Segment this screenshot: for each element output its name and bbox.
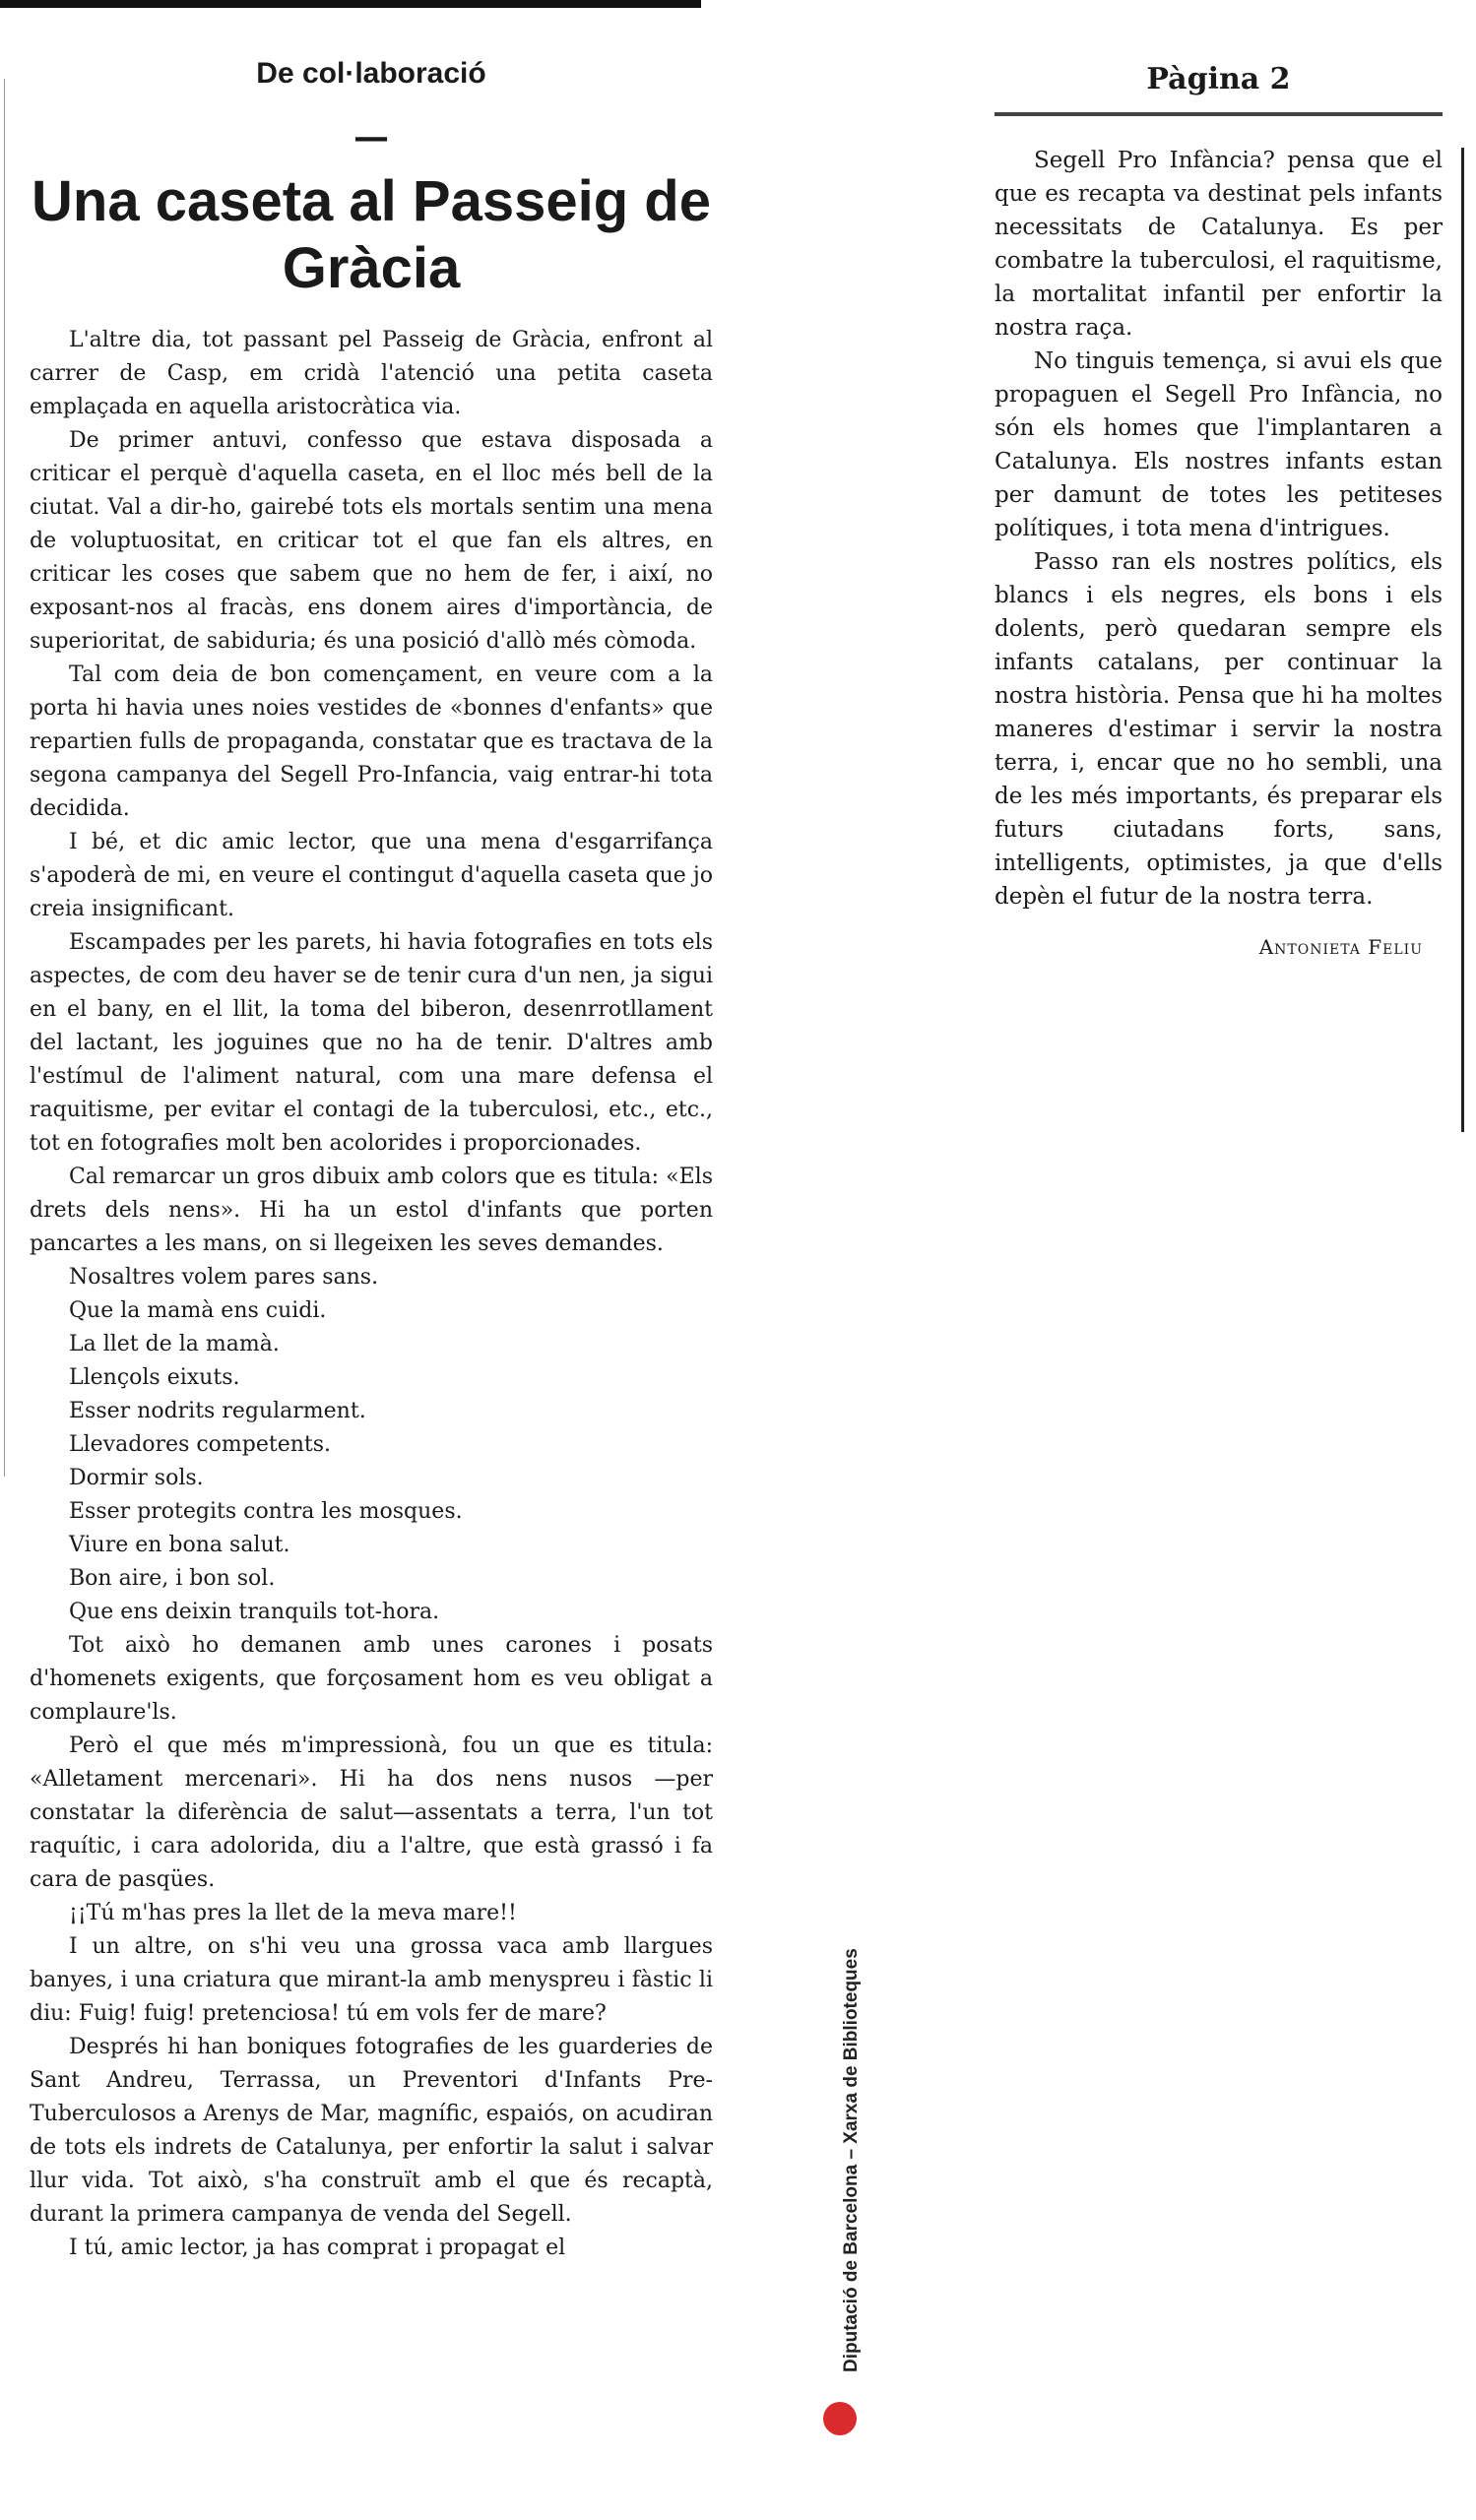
demand-item: La llet de la mamà. bbox=[69, 1332, 280, 1356]
watermark-text: Diputació de Barcelona – Xarxa de Biblioteques bbox=[841, 1948, 862, 2372]
top-border-rule bbox=[0, 0, 701, 8]
paragraph: Tot això ho demanen amb unes carones i posats d'homenets exigents, que forçosament hom es veu obligat a complaure'ls. bbox=[30, 1633, 713, 1725]
paragraph: Passo ran els nostres polítics, els blancs i els negres, els bons i els dolents, però quedaran sempre els infants catalans, per continuar la nostra història. Pensa que hi ha moltes maneres d'estimar i servir la nostra terra, i, encar que no ho sembli, una de les més importants, és preparar els futurs ciutadans forts, sans, intelligents, optimistes, ja que d'ells depèn el futur de la nostra terra. bbox=[995, 549, 1443, 910]
demand-item: Esser nodrits regularment. bbox=[69, 1399, 366, 1423]
demand-item: Que la mamà ens cuidi. bbox=[69, 1298, 327, 1323]
demand-item: Bon aire, i bon sol. bbox=[69, 1566, 276, 1591]
demand-item: Llevadores competents. bbox=[69, 1432, 332, 1457]
paragraph: Segell Pro Infància? pensa que el que es recapta va destinat pels infants necessitats de Catalunya. Es per combatre la tuberculosi, el raquitisme, la mortalitat infantil per enfortir la nostra raça. bbox=[995, 148, 1443, 341]
demand-item: Viure en bona salut. bbox=[69, 1533, 290, 1557]
demand-item: Nosaltres volem pares sans. bbox=[69, 1265, 379, 1290]
paragraph: I bé, et dic amic lector, que una mena d'esgarrifança s'apoderà de mi, en veure el contingut d'aquella caseta que jo creia insignificant. bbox=[30, 830, 713, 921]
title-dash: — bbox=[353, 116, 389, 158]
demand-item: Llençols eixuts. bbox=[69, 1365, 240, 1390]
right-column-rule bbox=[1461, 148, 1464, 1132]
exclamation-line: ¡¡Tú m'has pres la llet de la meva mare!! bbox=[69, 1901, 517, 1925]
continuation-column bbox=[995, 61, 1443, 959]
paragraph: Escampades per les parets, hi havia fotografies en tots els aspectes, de com deu haver se de tenir cura d'un nen, ja sigui en el bany, en el llit, la toma del biberon, desenrrotllament del lactant, les joguines que no ha de tenir. D'altres amb l'estímul de l'aliment natural, com una mare defensa el raquitisme, per evitar el contagi de la tuberculosi, etc., etc., tot en fotografies molt ben acolorides i proporcionades. bbox=[30, 930, 713, 1156]
paragraph: Però el que més m'impressionà, fou un que es titula: «Alletament mercenari». Hi ha dos nens nusos —per constatar la diferència de salut—assentats a terra, l'un tot raquític, i cara adolorida, diu a l'altre, que està grassó i fa cara de pasqües. bbox=[30, 1733, 713, 1892]
demands-list bbox=[30, 1261, 713, 1629]
paragraph: L'altre dia, tot passant pel Passeig de Gràcia, enfront al carrer de Casp, em cridà l'atenció una petita caseta emplaçada en aquella aristocràtica via. bbox=[30, 328, 713, 419]
left-margin-line bbox=[4, 79, 5, 1477]
demand-item: Que ens deixin tranquils tot-hora. bbox=[69, 1600, 440, 1624]
demand-item: Esser protegits contra les mosques. bbox=[69, 1499, 463, 1524]
paragraph: Cal remarcar un gros dibuix amb colors que es titula: «Els drets dels nens». Hi ha un estol d'infants que porten pancartes a les mans, on si llegeixen les seves demandes. bbox=[30, 1165, 713, 1256]
library-watermark bbox=[823, 1821, 862, 2471]
paragraph: I un altre, on s'hi veu una grossa vaca amb llargues banyes, i una criatura que mirant-la amb menyspreu i fàstic li diu: Fuig! fuig! pretenciosa! tú em vols fer de mare? bbox=[30, 1934, 713, 2026]
paragraph: Tal com deia de bon començament, en veure com a la porta hi havia unes noies vestides de «bonnes d'enfants» que repartien fulls de propaganda, constatar que es tractava de la segona campanya del Segell Pro-Infancia, vaig entrar-hi tota decidida. bbox=[30, 662, 713, 821]
article-title: Una caseta al Passeig de Gràcia bbox=[32, 169, 711, 300]
page-rule bbox=[995, 112, 1443, 116]
author-signature: Antonieta Feliu bbox=[1258, 935, 1423, 959]
paragraph: De primer antuvi, confesso que estava disposada a criticar el perquè d'aquella caseta, en el lloc més bell de la ciutat. Val a dir-ho, gairebé tots els mortals sentim una mena de voluptuositat, en criticar tot el que fan els altres, en criticar les coses que sabem que no hem de fer, i així, no exposant-nos al fracàs, ens donem aires d'importància, de superioritat, de sabiduria; és una posició d'allò més còmoda. bbox=[30, 428, 713, 654]
paragraph: I tú, amic lector, ja has comprat i propagat el bbox=[69, 2236, 566, 2260]
demand-item: Dormir sols. bbox=[69, 1466, 204, 1490]
diputacio-logo-icon bbox=[823, 2402, 857, 2435]
page-label: Pàgina 2 bbox=[1146, 62, 1291, 96]
section-label: De col·laboració bbox=[256, 57, 486, 90]
article-column bbox=[30, 54, 713, 2265]
paragraph: No tinguis temença, si avui els que propaguen el Segell Pro Infància, no són els homes que l'implantaren a Catalunya. Els nostres infants estan per damunt de totes les petiteses polítiques, i tota mena d'intrigues. bbox=[995, 348, 1443, 541]
paragraph: Després hi han boniques fotografies de les guarderies de Sant Andreu, Terrassa, un Preventori d'Infants Pre-Tuberculosos a Arenys de Mar, magnífic, espaiós, on acudiran de tots els indrets de Catalunya, per enfortir la salut i salvar llur vida. Tot això, s'ha construït amb el que és recaptà, durant la primera campanya de venda del Segell. bbox=[30, 2035, 713, 2227]
article-body bbox=[30, 324, 713, 2265]
